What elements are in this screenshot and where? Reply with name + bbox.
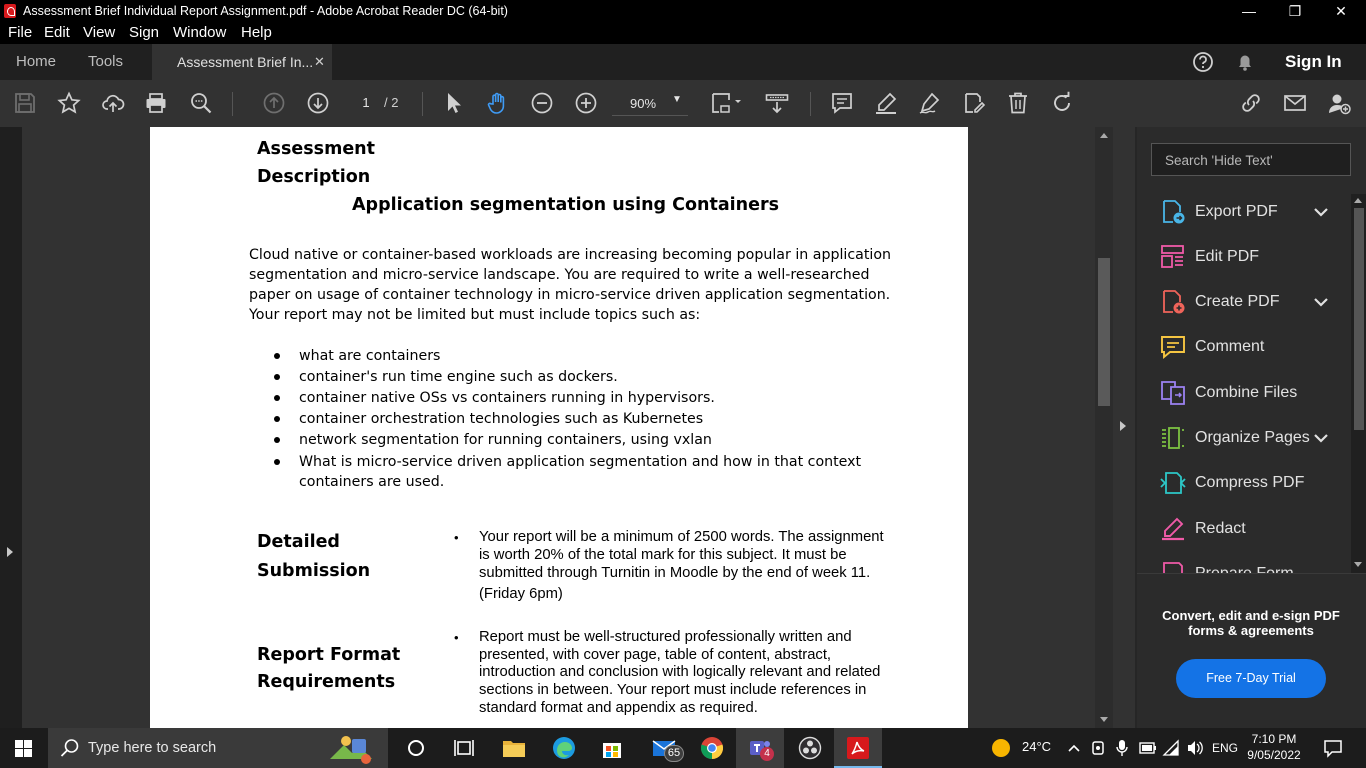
teams-badge: 4 bbox=[760, 747, 774, 761]
taskbar-edge[interactable] bbox=[540, 728, 588, 768]
tool-create-pdf[interactable] bbox=[1137, 282, 1349, 322]
select-cursor-icon[interactable] bbox=[442, 91, 466, 115]
document-scrollbar[interactable] bbox=[1095, 127, 1113, 728]
help-icon[interactable] bbox=[1192, 51, 1214, 73]
tool-label: Organize Pages bbox=[1195, 429, 1310, 446]
collapse-right-pane-icon[interactable] bbox=[1120, 421, 1126, 431]
bookmark-star-icon[interactable] bbox=[57, 91, 81, 115]
toolbar-separator bbox=[422, 92, 423, 116]
tool-edit-pdf[interactable] bbox=[1137, 237, 1349, 277]
chevron-up-icon[interactable] bbox=[1067, 741, 1081, 755]
sign-in-button[interactable]: Sign In bbox=[1285, 52, 1342, 71]
save-icon[interactable] bbox=[13, 91, 37, 115]
chevron-down-icon[interactable] bbox=[1311, 428, 1331, 448]
page-fit-icon[interactable] bbox=[710, 91, 744, 115]
page-total-label: / 2 bbox=[384, 95, 399, 110]
search-highlight-icon bbox=[326, 733, 376, 765]
topic-list-item-continued: containers are used. bbox=[299, 474, 445, 490]
meet-now-icon[interactable] bbox=[1091, 740, 1105, 756]
topic-list-item: container's run time engine such as dockers. bbox=[299, 369, 618, 385]
topic-list-item: container native OSs vs containers running in hypervisors. bbox=[299, 390, 715, 406]
toolbar bbox=[0, 80, 1366, 127]
windows-logo-icon bbox=[15, 740, 32, 757]
task-view-multitask-button[interactable] bbox=[440, 728, 488, 768]
tool-organize-pages[interactable] bbox=[1137, 418, 1349, 458]
bullet-dot: • bbox=[454, 630, 459, 645]
tool-label: Combine Files bbox=[1195, 384, 1298, 401]
close-tab-icon[interactable]: ✕ bbox=[314, 54, 325, 69]
scroll-down-arrow-icon[interactable] bbox=[1100, 717, 1108, 722]
file-explorer-icon bbox=[502, 736, 526, 760]
tool-prepare-form[interactable] bbox=[1137, 554, 1349, 573]
bullet-dot bbox=[274, 416, 280, 422]
cortana-circle-icon bbox=[404, 736, 428, 760]
menu-file[interactable]: File bbox=[8, 24, 33, 41]
zoom-in-icon[interactable] bbox=[574, 91, 598, 115]
rotate-icon[interactable] bbox=[1050, 91, 1074, 115]
organize-pages-icon bbox=[1160, 425, 1186, 451]
document-title: Application segmentation using Containers bbox=[352, 195, 780, 215]
chevron-down-icon[interactable] bbox=[1311, 202, 1331, 222]
previous-page-icon[interactable] bbox=[262, 91, 286, 115]
find-text-icon[interactable] bbox=[189, 91, 213, 115]
taskbar-search-box[interactable] bbox=[48, 728, 388, 768]
create-pdf-icon bbox=[1160, 289, 1186, 315]
topic-list-item: network segmentation for running containers, using vxlan bbox=[299, 432, 712, 448]
acrobat-app-icon bbox=[4, 4, 16, 18]
bullet-dot bbox=[274, 395, 280, 401]
tool-label: Compress PDF bbox=[1195, 474, 1305, 491]
compress-pdf-icon bbox=[1160, 470, 1186, 496]
tool-comment[interactable] bbox=[1137, 327, 1349, 367]
delete-trash-icon[interactable] bbox=[1006, 91, 1030, 115]
mail-badge: 65 bbox=[664, 745, 684, 762]
comment-icon[interactable] bbox=[830, 91, 854, 115]
format-text-line: sections in between. Your report must include references in bbox=[479, 682, 867, 698]
topic-list-item: What is micro-service driven application segmentation and how in that context bbox=[299, 454, 862, 470]
menu-sign[interactable]: Sign bbox=[129, 24, 160, 41]
restore-button[interactable]: ❐ bbox=[1288, 3, 1302, 19]
menu-bar bbox=[0, 22, 1366, 44]
volume-icon[interactable] bbox=[1186, 739, 1204, 757]
format-text-line: standard format and appendix as required. bbox=[479, 700, 758, 716]
taskbar-teams[interactable] bbox=[736, 728, 784, 768]
title-bar bbox=[0, 0, 1366, 22]
chevron-down-icon: ▼ bbox=[672, 94, 682, 105]
task-view-icon bbox=[452, 736, 476, 760]
notifications-bell-icon[interactable] bbox=[1234, 51, 1256, 73]
tool-label: Create PDF bbox=[1195, 293, 1280, 310]
next-page-icon[interactable] bbox=[306, 91, 330, 115]
report-format-label: Report Format bbox=[257, 645, 401, 665]
tool-label: Export PDF bbox=[1195, 203, 1278, 220]
expand-left-panel-icon[interactable] bbox=[7, 547, 13, 557]
heading-description: Description bbox=[257, 167, 371, 187]
redact-icon bbox=[1160, 516, 1186, 542]
free-trial-button[interactable]: Free 7-Day Trial bbox=[1176, 659, 1326, 698]
weather-temperature[interactable]: 24°C bbox=[1022, 739, 1052, 754]
wifi-icon[interactable] bbox=[1162, 739, 1180, 757]
comment-tool-icon bbox=[1160, 334, 1186, 360]
tool-export-pdf[interactable] bbox=[1137, 192, 1349, 232]
menu-edit[interactable]: Edit bbox=[44, 24, 70, 41]
toolbar-separator bbox=[810, 92, 811, 116]
window-title: Assessment Brief Individual Report Assignment.pdf - Adobe Acrobat Reader DC (64-bit) bbox=[23, 4, 508, 18]
scroll-up-arrow-icon[interactable] bbox=[1100, 133, 1108, 138]
notification-center-icon[interactable] bbox=[1323, 738, 1343, 758]
close-window-button[interactable]: ✕ bbox=[1335, 3, 1347, 19]
tools-pane bbox=[1137, 127, 1366, 728]
language-indicator[interactable]: ENG bbox=[1212, 741, 1239, 755]
bullet-dot bbox=[274, 374, 280, 380]
intro-line: paper on usage of container technology in micro-service driven application segmentation. bbox=[249, 287, 891, 303]
left-panel-strip bbox=[0, 127, 22, 728]
bullet-dot bbox=[274, 353, 280, 359]
scroll-mode-icon[interactable] bbox=[765, 91, 789, 115]
zoom-level-value: 90% bbox=[630, 96, 657, 111]
minimize-button[interactable]: — bbox=[1242, 3, 1256, 19]
print-icon[interactable] bbox=[144, 91, 168, 115]
combine-files-icon bbox=[1160, 380, 1186, 406]
submission-text-line: is worth 20% of the total mark for this subject. It must be bbox=[479, 547, 847, 563]
detailed-submission-label: Detailed bbox=[257, 532, 340, 552]
hand-tool-icon[interactable] bbox=[486, 91, 510, 115]
tool-compress-pdf[interactable] bbox=[1137, 463, 1349, 503]
intro-line: Your report may not be limited but must include topics such as: bbox=[249, 307, 701, 323]
clock-time: 7:10 PM bbox=[1251, 732, 1297, 746]
share-link-icon[interactable] bbox=[1239, 91, 1263, 115]
system-clock[interactable] bbox=[1244, 731, 1304, 763]
tab-home[interactable]: Home bbox=[16, 53, 57, 70]
edge-browser-icon bbox=[552, 736, 576, 760]
promo-text: Convert, edit and e-sign PDF forms & agreements bbox=[1162, 608, 1340, 638]
taskbar-store[interactable] bbox=[588, 728, 636, 768]
heading-assessment: Assessment bbox=[257, 139, 376, 159]
tab-tools[interactable]: Tools bbox=[88, 53, 124, 70]
tab-bar bbox=[0, 44, 1366, 80]
submission-text-line: (Friday 6pm) bbox=[479, 586, 563, 602]
zoom-level-dropdown[interactable] bbox=[612, 92, 688, 116]
report-format-label: Requirements bbox=[257, 672, 396, 692]
format-text-line: Report must be well-structured professionally written and bbox=[479, 629, 852, 645]
tool-redact[interactable] bbox=[1137, 509, 1349, 549]
add-user-icon[interactable] bbox=[1327, 91, 1351, 115]
pdf-page[interactable] bbox=[150, 127, 968, 728]
taskbar-acrobat[interactable] bbox=[834, 728, 882, 768]
clock-date: 9/05/2022 bbox=[1247, 748, 1301, 762]
chrome-browser-icon bbox=[700, 736, 724, 760]
taskbar-file-explorer[interactable] bbox=[490, 728, 538, 768]
format-text-line: presented, with cover page, table of content, abstract, bbox=[479, 647, 832, 663]
zoom-out-icon[interactable] bbox=[530, 91, 554, 115]
scroll-down-arrow-icon[interactable] bbox=[1354, 562, 1362, 567]
task-view-button[interactable] bbox=[392, 728, 440, 768]
highlight-pen-icon[interactable] bbox=[874, 91, 898, 115]
chevron-down-icon[interactable] bbox=[1311, 292, 1331, 312]
draw-signature-icon[interactable] bbox=[918, 91, 942, 115]
toolbar-separator bbox=[232, 92, 233, 116]
topic-list-item: container orchestration technologies such as Kubernetes bbox=[299, 411, 704, 427]
menu-help[interactable]: Help bbox=[241, 24, 272, 41]
taskbar-mail[interactable] bbox=[640, 728, 688, 768]
menu-window[interactable]: Window bbox=[173, 24, 227, 41]
tools-scrollbar[interactable] bbox=[1351, 194, 1366, 573]
microsoft-store-icon bbox=[600, 736, 624, 760]
weather-sun-icon[interactable] bbox=[992, 739, 1010, 757]
taskbar-chrome[interactable] bbox=[688, 728, 736, 768]
bullet-dot: • bbox=[454, 530, 459, 545]
intro-line: segmentation and micro-service landscape. You are required to write a well-researched bbox=[249, 267, 870, 283]
microphone-icon[interactable] bbox=[1116, 739, 1128, 757]
tool-label: Redact bbox=[1195, 520, 1246, 537]
scrollbar-thumb[interactable] bbox=[1354, 208, 1364, 430]
edit-pdf-icon bbox=[1160, 244, 1186, 270]
email-icon[interactable] bbox=[1283, 91, 1307, 115]
scroll-up-arrow-icon[interactable] bbox=[1354, 198, 1362, 203]
tab-document[interactable] bbox=[152, 44, 332, 80]
intro-line: Cloud native or container-based workloads are increasing becoming popular in application bbox=[249, 247, 892, 263]
page-number-input[interactable]: 1 bbox=[362, 95, 370, 110]
acrobat-reader-icon bbox=[846, 736, 870, 760]
submission-text-line: Your report will be a minimum of 2500 words. The assignment bbox=[479, 529, 884, 545]
tab-document-label: Assessment Brief In... bbox=[177, 54, 314, 70]
submission-text-line: submitted through Turnitin in Moodle by the end of week 11. bbox=[479, 565, 871, 581]
export-pdf-icon bbox=[1160, 199, 1186, 225]
topic-list-item: what are containers bbox=[299, 348, 441, 364]
tools-search-input[interactable]: Search 'Hide Text' bbox=[1151, 143, 1351, 176]
bullet-dot bbox=[274, 459, 280, 465]
start-button[interactable] bbox=[0, 728, 48, 768]
fill-sign-icon[interactable] bbox=[962, 91, 986, 115]
tool-combine-files[interactable] bbox=[1137, 373, 1349, 413]
taskbar-obs[interactable] bbox=[786, 728, 834, 768]
bullet-dot bbox=[274, 437, 280, 443]
tool-label: Edit PDF bbox=[1195, 248, 1260, 265]
promo-panel bbox=[1137, 573, 1366, 728]
detailed-submission-label: Submission bbox=[257, 561, 371, 581]
scrollbar-thumb[interactable] bbox=[1098, 258, 1110, 406]
upload-cloud-icon[interactable] bbox=[101, 91, 125, 115]
search-icon bbox=[60, 738, 80, 758]
battery-icon[interactable] bbox=[1139, 741, 1157, 755]
menu-view[interactable]: View bbox=[83, 24, 116, 41]
obs-studio-icon bbox=[798, 736, 822, 760]
windows-taskbar bbox=[0, 728, 1366, 768]
format-text-line: introduction and conclusion with logically relevant and related bbox=[479, 664, 881, 680]
taskbar-search-placeholder: Type here to search bbox=[88, 740, 217, 756]
tool-label: Comment bbox=[1195, 338, 1265, 355]
